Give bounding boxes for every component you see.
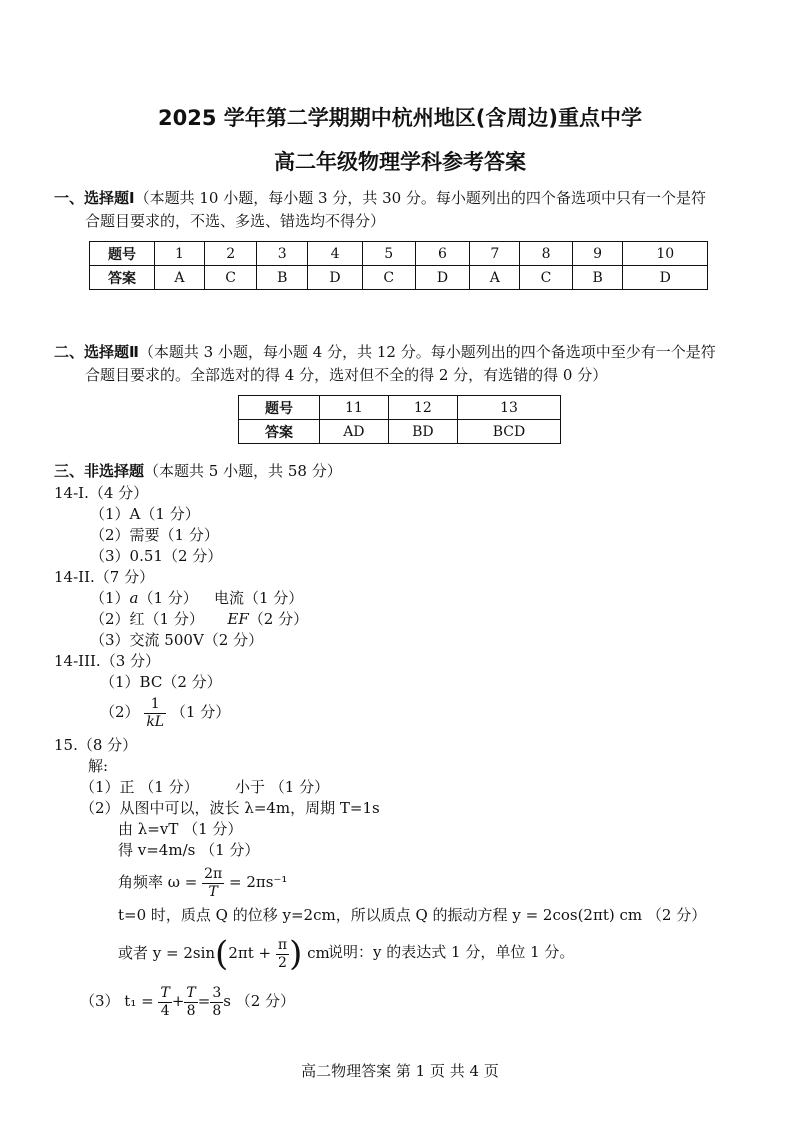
question-number: 2 (204, 242, 257, 266)
row-label-question: 题号 (239, 396, 320, 420)
section1-heading (54, 187, 706, 209)
answer-cell: C (362, 266, 415, 290)
section2-desc-line1: （本题共 3 小题，每小题 4 分，共 12 分。每小题列出的四个备选项中至少有一个是符 (138, 343, 716, 361)
fraction-denominator: 8 (186, 1002, 196, 1019)
q15-answer-1b: 小于 （1 分） (235, 778, 330, 796)
question-number: 1 (155, 242, 205, 266)
section1-name: 选择题Ⅰ (84, 189, 135, 207)
fraction-numerator: 3 (212, 984, 222, 1001)
fraction-numerator: T (186, 984, 196, 1001)
q14-1-answer-3: （3）0.51（2 分） (90, 547, 223, 565)
section3-num: 三、 (54, 462, 85, 480)
q14-3-answer-1: （1）BC（2 分） (100, 673, 222, 691)
t1-label: （3） t₁ = (80, 992, 154, 1010)
q14-2-answer-1-index: （1） (90, 589, 130, 607)
section3-heading (54, 460, 342, 482)
equals-sign: = (197, 992, 211, 1010)
omega-value: = 2πs⁻¹ (229, 873, 288, 891)
alt-equation-inner: 2πt + (228, 944, 272, 962)
answer-cell: A (470, 266, 520, 290)
fraction-numerator: π (277, 936, 288, 953)
q15-alternate-equation (118, 930, 330, 976)
q14-2-answer-2-text: （2）红（1 分） (90, 610, 204, 628)
q14-2-answer-2-var: EF (227, 610, 249, 628)
fraction-t-over-4 (158, 985, 171, 1020)
section1-desc-line1: （本题共 10 小题，每小题 3 分，共 30 分。每小题列出的四个备选项中只有一个是符 (134, 189, 706, 207)
section3-name: 非选择题 (84, 462, 145, 480)
q14-2-answer-2-score: （2 分） (248, 610, 309, 628)
fraction-denominator: 8 (212, 1002, 222, 1019)
section3-desc: （本题共 5 小题，共 58 分） (144, 462, 342, 480)
document-subtitle: 高二年级物理学科参考答案 (274, 150, 526, 174)
section1-answer-table (89, 241, 708, 290)
q14-1-answer-1: （1）A（1 分） (90, 505, 200, 523)
q14-1-heading: 14-I.（4 分） (54, 484, 149, 502)
section2-num: 二、 (54, 343, 85, 361)
q14-2-answer-1-var: a (129, 589, 139, 607)
q14-2-answer-1 (90, 588, 198, 609)
alt-equation-unit: cm (302, 944, 330, 962)
question-number: 4 (308, 242, 363, 266)
q14-3-heading: 14-III.（3 分） (54, 652, 161, 670)
question-number: 6 (415, 242, 470, 266)
equation-score: cm （2 分） (614, 906, 707, 924)
section2-heading (54, 341, 716, 363)
q15-heading: 15.（8 分） (54, 736, 138, 754)
fraction-pi-over-2 (276, 937, 289, 972)
section2-desc-line2: 合题目要求的。全部选对的得 4 分，选对但不全的得 2 分，有选错的得 0 分） (85, 366, 608, 384)
question-number: 3 (257, 242, 308, 266)
q14-3-answer-2 (100, 692, 230, 732)
fraction-denominator: 4 (160, 1002, 170, 1019)
document-title: 2025 学年第二学期期中杭州地区(含周边)重点中学 (158, 106, 642, 130)
section1-num: 一、 (54, 189, 85, 207)
q14-2-answer-3: （3）交流 500V（2 分） (90, 631, 264, 649)
plus-sign: + (171, 992, 185, 1010)
t1-unit-score: s （2 分） (223, 992, 296, 1010)
fraction-denominator: T (208, 883, 218, 900)
answer-cell: D (308, 266, 363, 290)
section2-answer-table (238, 395, 561, 444)
answer-cell: BD (388, 420, 457, 444)
q14-3-answer-2-index: （2） (100, 703, 140, 721)
row-label-answer: 答案 (90, 266, 155, 290)
fraction-1-over-kl (144, 696, 166, 731)
answer-cell: BCD (457, 420, 560, 444)
page-footer: 高二物理答案 第 1 页 共 4 页 (301, 1062, 499, 1080)
question-number: 10 (623, 242, 708, 266)
question-number: 7 (470, 242, 520, 266)
right-paren-icon: ) (289, 934, 303, 974)
q15-step-2: 得 v=4m/s （1 分） (118, 841, 260, 859)
question-number: 5 (362, 242, 415, 266)
fraction-t-over-8 (184, 985, 197, 1020)
q15-step-1: 由 λ=vT （1 分） (118, 820, 243, 838)
equation-text: t=0 时，质点 Q 的位移 y=2cm，所以质点 Q 的振动方程 y = 2cos (118, 906, 578, 924)
section1-desc-line2: 合题目要求的，不选、多选、错选均不得分） (85, 212, 386, 230)
q15-vibration-equation (118, 905, 706, 926)
q14-2-answer-1b: 电流（1 分） (214, 589, 304, 607)
answer-cell: D (415, 266, 470, 290)
q14-2-answer-1-score: （1 分） (138, 589, 198, 607)
answer-cell: AD (320, 420, 389, 444)
question-number: 9 (572, 242, 623, 266)
question-number: 12 (388, 396, 457, 420)
answer-cell: D (623, 266, 708, 290)
table-row-questions (239, 396, 561, 420)
q15-answer-3 (80, 980, 295, 1022)
question-number: 11 (320, 396, 389, 420)
fraction-2pi-over-t (202, 866, 224, 901)
q15-answer-2: （2）从图中可以，波长 λ=4m，周期 T=1s (80, 799, 380, 817)
answer-cell: B (257, 266, 308, 290)
q14-2-heading: 14-II.（7 分） (54, 568, 155, 586)
row-label-question: 题号 (90, 242, 155, 266)
q14-3-answer-2-score: （1 分） (170, 703, 231, 721)
fraction-numerator: T (160, 984, 170, 1001)
table-row-answers (239, 420, 561, 444)
q14-1-answer-2: （2）需要（1 分） (90, 526, 219, 544)
fraction-numerator: 1 (144, 696, 166, 714)
answer-cell: A (155, 266, 205, 290)
equation-argument: (2πt) (577, 906, 615, 924)
fraction-denominator: 2 (278, 954, 287, 971)
table-row-answers (90, 266, 708, 290)
table-row-questions (90, 242, 708, 266)
answer-cell: B (572, 266, 623, 290)
alt-equation-text: 或者 y = 2sin (118, 944, 216, 962)
q15-solve-label: 解: (88, 757, 109, 775)
q15-answer-1a: （1）正 （1 分） (80, 778, 199, 796)
q14-2-answer-2 (90, 609, 308, 630)
answer-cell: C (204, 266, 257, 290)
question-number: 8 (520, 242, 573, 266)
left-paren-icon: ( (215, 934, 229, 974)
fraction-numerator: 2π (204, 865, 223, 882)
fraction-denominator: kL (146, 713, 165, 730)
q15-scoring-note: 说明：y 的表达式 1 分，单位 1 分。 (328, 943, 575, 961)
answer-cell: C (520, 266, 573, 290)
omega-label: 角频率 ω = (118, 873, 198, 891)
row-label-answer: 答案 (239, 420, 320, 444)
question-number: 13 (457, 396, 560, 420)
section2-name: 选择题Ⅱ (84, 343, 139, 361)
q15-angular-frequency (118, 860, 287, 904)
fraction-3-over-8 (210, 985, 223, 1020)
